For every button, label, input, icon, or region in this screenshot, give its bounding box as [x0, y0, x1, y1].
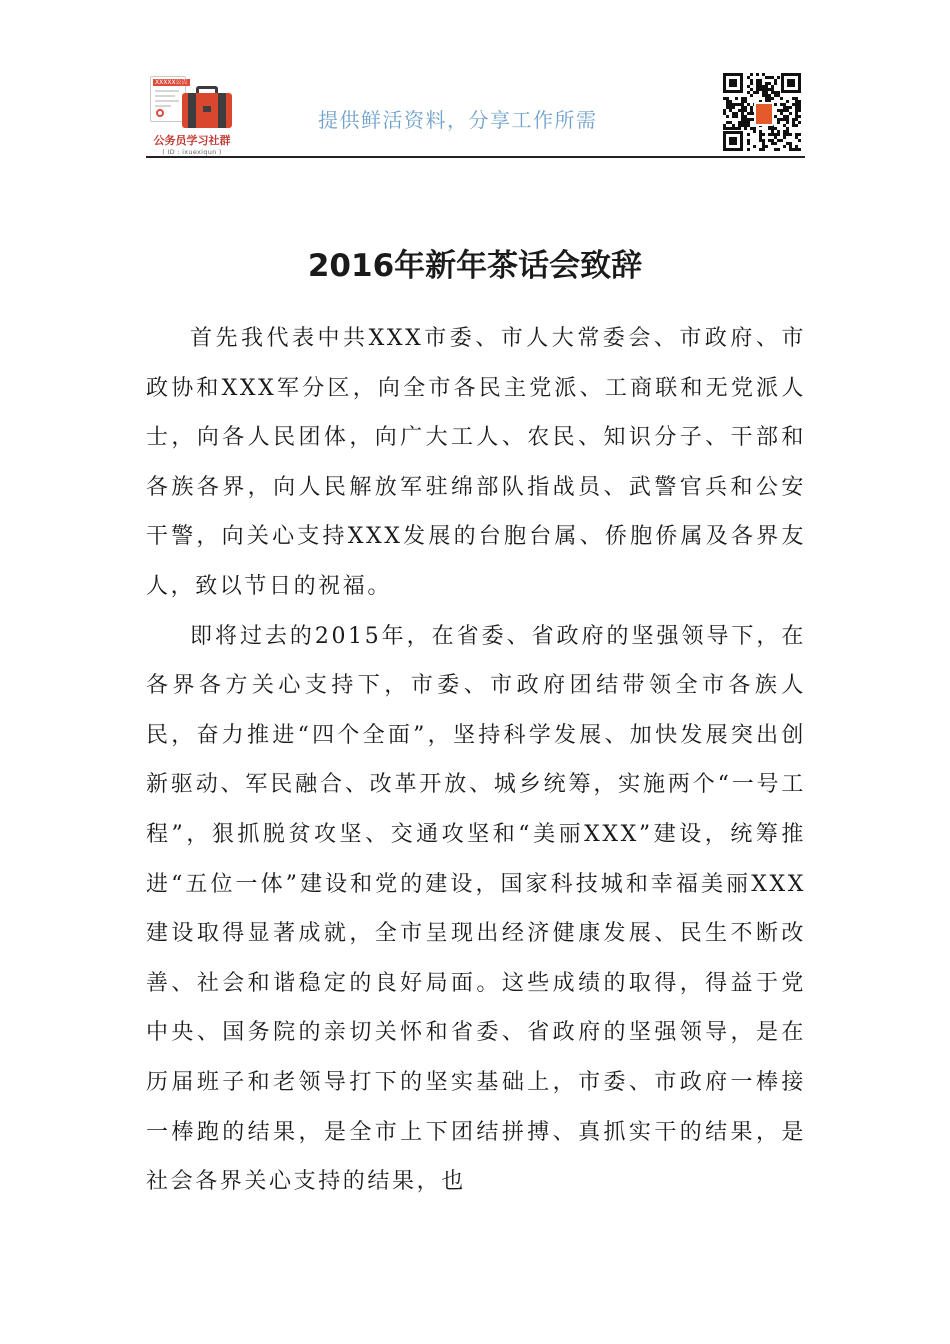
page-header — [146, 70, 805, 158]
document-icon — [150, 76, 186, 122]
document-body — [146, 314, 806, 1207]
logo-name: 公务员学习社群 — [153, 134, 231, 147]
paragraph-2: 即将过去的2015年，在省委、省政府的坚强领导下，在各界各方关心支持下，市委、市政府团结带领全市各族人民，奋力推进“四个全面”，坚持科学发展、加快发展突出创新驱动、军民融合、改革开放、城乡统筹，实施两个“一号工程”，狠抓脱贫攻坚、交通攻坚和“美丽XXX”建设，统筹推进“五位一体”建设和党的建设，国家科技城和幸福美丽XXX建设取得显著成就，全市呈现出经济健康发展、民生不断改善、社会和谐稳定的良好局面。这些成绩的取得，得益于党中央、国务院的亲切关怀和省委、省政府的坚强领导，是在历届班子和老领导打下的坚实基础上，市委、市政府一棒接一棒跑的结果，是全市上下团结拼搏、真抓实干的结果，是社会各界关心支持的结果，也 — [146, 623, 806, 1195]
logo-id: ( ID : ixuexiqun ) — [162, 148, 222, 156]
header-slogan: 提供鲜活资料，分享工作所需 — [318, 108, 598, 132]
qr-code-icon[interactable] — [722, 72, 802, 152]
paragraph-1: 首先我代表中共XXX市委、市人大常委会、市政府、市政协和XXX军分区，向全市各民主党派、工商联和无党派人士，向各人民团体，向广大工人、农民、知识分子、干部和各族各界，向人民解放军驻绵部队指战员、武警官兵和公安干警，向关心支持XXX发展的台胞台属、侨胞侨属及各界友人，致以节日的祝福。 — [146, 326, 806, 599]
logo-badge: XXXXX公告 — [155, 79, 188, 86]
brand-logo — [146, 72, 246, 156]
seal-icon — [156, 109, 164, 117]
briefcase-icon — [182, 86, 232, 128]
qr-logo-icon — [754, 102, 774, 126]
page-title: 2016年新年茶话会致辞 — [307, 248, 643, 284]
header-divider — [146, 156, 805, 158]
